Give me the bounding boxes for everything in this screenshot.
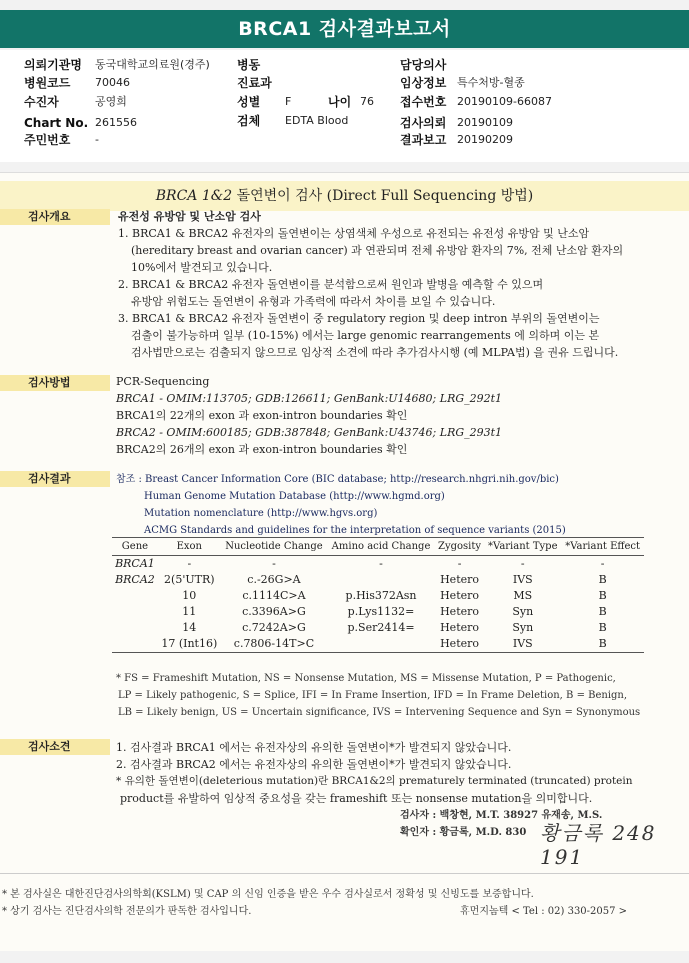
- hospital-code-value: 70046: [95, 76, 130, 89]
- table-row: [112, 572, 644, 588]
- cell-amino-acid: -: [379, 557, 383, 570]
- findings-line: 1. 검사결과 BRCA1 에서는 유전자상의 유의한 돌연변이*가 발견되지 않았습니다.: [116, 741, 512, 754]
- section-findings-label: 검사소견: [0, 739, 110, 755]
- age-label: 나이: [328, 95, 352, 109]
- receipt-value: 20190109-66087: [457, 95, 552, 108]
- cell-variant-effect: -: [600, 557, 605, 570]
- reference-line: ACMG Standards and guidelines for the interpretation of sequence variants (2015): [144, 525, 566, 536]
- cell-zygosity: Hetero: [440, 573, 480, 586]
- section-overview-label: 검사개요: [0, 209, 110, 225]
- method-line: PCR-Sequencing: [116, 375, 210, 388]
- chart-value: 261556: [95, 116, 137, 129]
- cell-zygosity: Hetero: [440, 605, 480, 618]
- table-row: [112, 556, 644, 573]
- reference-line: Human Genome Mutation Database (http://www.hgmd.org): [144, 491, 445, 502]
- legend-line: * FS = Frameshift Mutation, NS = Nonsense Mutation, MS = Missense Mutation, P = Pathogenic,: [116, 673, 616, 684]
- cell-variant-effect: B: [598, 573, 607, 586]
- clinical-label: 임상정보: [400, 76, 447, 90]
- method-line: BRCA1의 22개의 exon 과 exon-intron boundaries 확인: [116, 409, 408, 422]
- examiners: 검사자 : 백창현, M.T. 38927 유재송, M.S.: [400, 810, 603, 821]
- cell-variant-effect: B: [598, 589, 607, 602]
- cell-amino-acid: [327, 572, 435, 588]
- specimen-value: EDTA Blood: [285, 114, 349, 127]
- patient-info-header: [0, 50, 689, 162]
- receipt-label: 접수번호: [400, 95, 447, 109]
- cell-exon: 10: [182, 589, 197, 602]
- cell-amino-acid: p.Ser2414=: [347, 621, 415, 634]
- cell-exon: 14: [182, 621, 197, 634]
- table-row: [112, 588, 644, 604]
- cell-nucleotide: c.-26G>A: [247, 573, 301, 586]
- scanned-report: [0, 172, 689, 951]
- cell-nucleotide: c.1114C>A: [242, 589, 306, 602]
- cell-variant-effect: B: [598, 605, 607, 618]
- cell-variant-type: IVS: [512, 573, 533, 586]
- age-value: 76: [360, 95, 374, 108]
- overview-line: 10%에서 발견되고 있습니다.: [131, 261, 273, 274]
- cell-variant-type: Syn: [512, 605, 534, 618]
- overview-line: 1. BRCA1 & BRCA2 유전자의 돌연변이는 상염색체 우성으로 유전되는 유전성 유방암 및 난소암: [118, 227, 590, 240]
- cell-zygosity: Hetero: [440, 621, 480, 634]
- findings-line: product를 유발하여 임상적 중요성을 갖는 frameshift 또는 nonsense mutation을 의미합니다.: [120, 792, 593, 805]
- col-variant-effect: *Variant Effect: [561, 538, 644, 556]
- method-line: BRCA2 - OMIM:600185; GDB:387848; GenBank:U43746; LRG_293t1: [116, 426, 503, 439]
- test-title-text: 돌연변이 검사 (Direct Full Sequencing 방법): [232, 188, 534, 204]
- cell-exon: 2(5'UTR): [164, 573, 215, 586]
- footer-divider: [0, 873, 689, 874]
- col-zygosity: Zygosity: [435, 538, 484, 556]
- cell-variant-type: IVS: [484, 636, 561, 653]
- dept-label: 진료과: [237, 76, 272, 90]
- overview-line: 유방암 위험도는 돌연변이 유형과 가족력에 따라서 차이를 보일 수 있습니다.: [131, 295, 496, 308]
- confirmer: 확인자 : 황금록, M.D. 830: [400, 827, 527, 838]
- institution-label: 의뢰기관명: [24, 58, 82, 72]
- cell-gene: [112, 620, 158, 636]
- cell-exon: 17 (Int16): [158, 636, 221, 653]
- variant-table: [112, 537, 644, 653]
- col-gene: Gene: [112, 538, 158, 556]
- reference-line: 참조 : Breast Cancer Information Core (BIC database; http://research.nhgri.nih.gov/bic): [116, 474, 559, 485]
- ward-label: 병동: [237, 58, 261, 72]
- footer-certification: * 본 검사실은 대한진단검사의학회(KSLM) 및 CAP 의 신임 인증을 받은 우수 검사실로서 정확성 및 신빙도를 보증합니다.: [2, 889, 534, 900]
- cell-zygosity: Hetero: [435, 636, 484, 653]
- overview-line: (hereditary breast and ovarian cancer) 과 연관되며 전체 유방암 환자의 7%, 전체 난소암 환자의: [131, 244, 624, 257]
- findings-line: * 유의한 돌연변이(deleterious mutation)란 BRCA1&2의 prematurely terminated (truncated) protein: [116, 775, 633, 787]
- chart-label: Chart No.: [24, 116, 89, 130]
- method-line: BRCA1 - OMIM:113705; GDB:126611; GenBank:U14680; LRG_292t1: [116, 392, 503, 405]
- clinical-value: 특수처방-혈종: [457, 76, 525, 89]
- table-row: [112, 620, 644, 636]
- result-label: 결과보고: [400, 133, 447, 147]
- cell-nucleotide: c.7242A>G: [242, 621, 306, 634]
- cell-zygosity: -: [457, 557, 462, 570]
- reference-line: Mutation nomenclature (http://www.hgvs.org): [144, 508, 378, 519]
- table-row: [112, 604, 644, 620]
- signature: 황금록 248 191: [540, 821, 657, 869]
- cell-amino-acid: [327, 636, 435, 653]
- sex-value: F: [285, 95, 292, 108]
- col-nucleotide: Nucleotide Change: [221, 538, 327, 556]
- request-value: 20190109: [457, 116, 513, 129]
- legend-line: LP = Likely pathogenic, S = Splice, IFI = In Frame Insertion, IFD = In Frame Deletion, B = Benign,: [118, 690, 628, 701]
- cell-amino-acid: p.Lys1132=: [347, 605, 415, 618]
- patient-label: 수진자: [24, 95, 59, 109]
- cell-variant-effect: B: [598, 621, 607, 634]
- section-results-label: 검사결과: [0, 471, 110, 487]
- footer-note: * 상기 검사는 진단검사의학 전문의가 판독한 검사입니다.: [2, 906, 252, 917]
- overview-line: 검출이 불가능하며 일부 (10-15%) 에서는 large genomic rearrangements 에 의하며 이는 본: [131, 329, 600, 342]
- findings-line: 2. 검사결과 BRCA2 에서는 유전자상의 유의한 돌연변이*가 발견되지 않았습니다.: [116, 758, 512, 771]
- col-amino-acid: Amino acid Change: [327, 538, 435, 556]
- hospital-code-label: 병원코드: [24, 76, 71, 90]
- test-title: [0, 181, 689, 211]
- doctor-label: 담당의사: [400, 58, 447, 72]
- institution-value: 동국대학교의료원(경주): [95, 58, 210, 71]
- request-label: 검사의뢰: [400, 116, 447, 130]
- cell-gene: [112, 588, 158, 604]
- variant-table-header: [112, 538, 644, 556]
- section-method-label: 검사방법: [0, 375, 110, 391]
- table-row: [112, 636, 644, 653]
- overview-line: 2. BRCA1 & BRCA2 유전자 돌연변이를 분석함으로써 원인과 발병을 예측할 수 있으며: [118, 278, 544, 291]
- cell-variant-effect: B: [561, 636, 644, 653]
- cell-gene: BRCA1: [115, 557, 155, 570]
- report-title: BRCA1 검사결과보고서: [0, 10, 689, 48]
- overview-heading: 유전성 유방암 및 난소암 검사: [118, 210, 261, 223]
- resident-label: 주민번호: [24, 133, 71, 147]
- cell-gene: [112, 604, 158, 620]
- cell-nucleotide: c.3396A>G: [242, 605, 306, 618]
- footer-contact: 휴먼지놈텍 < Tel : 02) 330-2057 >: [460, 906, 628, 917]
- sex-label: 성별: [237, 95, 261, 109]
- patient-value: 공영희: [95, 95, 127, 108]
- col-variant-type: *Variant Type: [484, 538, 561, 556]
- overview-line: 3. BRCA1 & BRCA2 유전자 돌연변이 중 regulatory region 및 deep intron 부위의 돌연변이는: [118, 312, 600, 325]
- cell-zygosity: Hetero: [440, 589, 480, 602]
- resident-value: -: [95, 133, 99, 146]
- method-line: BRCA2의 26개의 exon 과 exon-intron boundaries 확인: [116, 443, 408, 456]
- cell-nucleotide: c.7806-14T>C: [221, 636, 327, 653]
- specimen-label: 검체: [237, 114, 261, 128]
- cell-gene: BRCA2: [115, 573, 155, 586]
- overview-line: 검사법만으로는 검출되지 않으므로 임상적 소견에 따라 추가검사시행 (예 MLPA법) 을 권유 드립니다.: [131, 346, 619, 359]
- cell-amino-acid: p.His372Asn: [345, 589, 417, 602]
- result-value: 20190209: [457, 133, 513, 146]
- cell-exon: 11: [182, 605, 197, 618]
- test-title-gene: BRCA 1&2: [155, 188, 233, 204]
- legend-line: LB = Likely benign, US = Uncertain significance, IVS = Intervening Sequence and Syn = Synonymous: [118, 707, 641, 718]
- cell-gene: [112, 636, 158, 653]
- cell-exon: -: [187, 557, 192, 570]
- cell-variant-type: Syn: [512, 621, 534, 634]
- col-exon: Exon: [158, 538, 221, 556]
- cell-variant-type: -: [520, 557, 525, 570]
- cell-nucleotide: -: [272, 557, 276, 570]
- cell-variant-type: MS: [513, 589, 533, 602]
